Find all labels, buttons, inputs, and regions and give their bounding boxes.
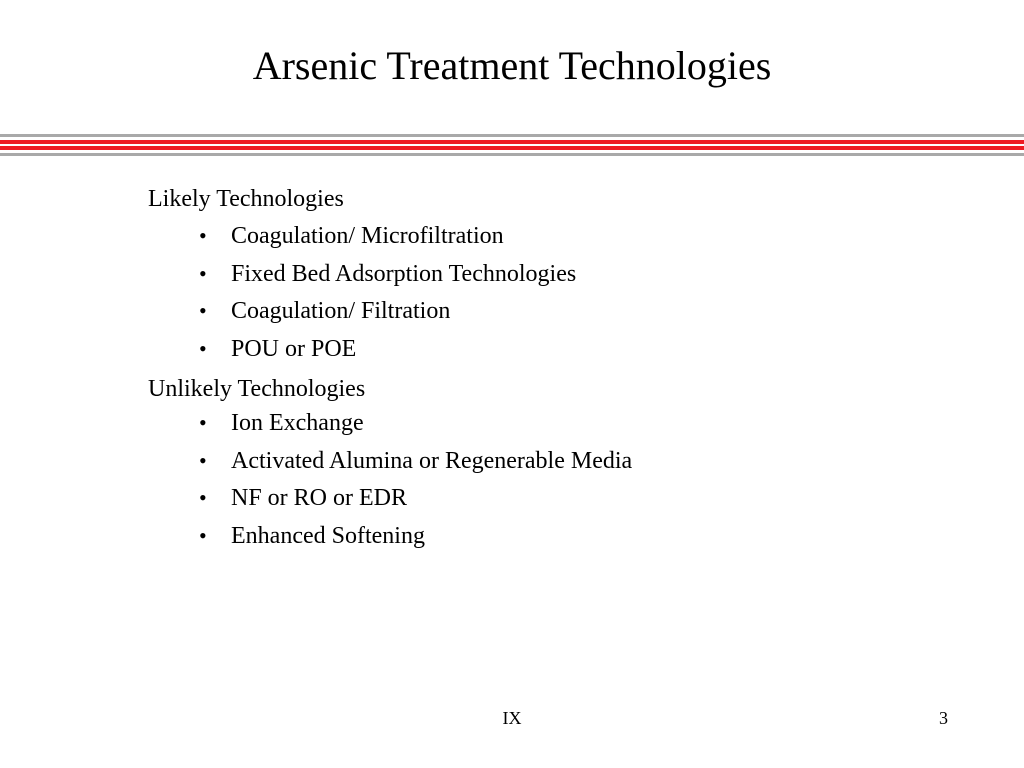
bullet-icon: • xyxy=(199,485,207,510)
bullet-icon: • xyxy=(199,260,207,286)
list-item-label: POU or POE xyxy=(231,335,357,362)
list-item-label: Activated Alumina or Regenerable Media xyxy=(231,447,633,474)
divider-red-bottom xyxy=(0,146,1024,150)
divider-gray-top xyxy=(0,134,1024,137)
list-item-label: Fixed Bed Adsorption Technologies xyxy=(231,260,577,287)
list-item-label: Ion Exchange xyxy=(231,410,364,436)
bullet-icon: • xyxy=(199,298,207,323)
bullet-icon: • xyxy=(199,335,207,361)
list-item-label: Coagulation/ Filtration xyxy=(231,298,451,324)
footer-label: IX xyxy=(502,708,522,728)
divider-red-top xyxy=(0,140,1024,144)
slide-title: Arsenic Treatment Technologies xyxy=(252,43,772,88)
page-number: 3 xyxy=(939,708,948,728)
list-item-label: Enhanced Softening xyxy=(231,522,425,549)
bullet-icon: • xyxy=(199,522,207,548)
group-heading-unlikely: Unlikely Technologies xyxy=(148,376,366,402)
bullet-icon: • xyxy=(199,447,207,473)
list-item-label: NF or RO or EDR xyxy=(231,485,408,511)
list-item-label: Coagulation/ Microfiltration xyxy=(231,223,504,249)
group-heading-likely: Likely Technologies xyxy=(148,186,344,212)
bullet-icon: • xyxy=(199,223,207,248)
bullet-icon: • xyxy=(199,410,207,435)
divider-gray-bottom xyxy=(0,153,1024,156)
